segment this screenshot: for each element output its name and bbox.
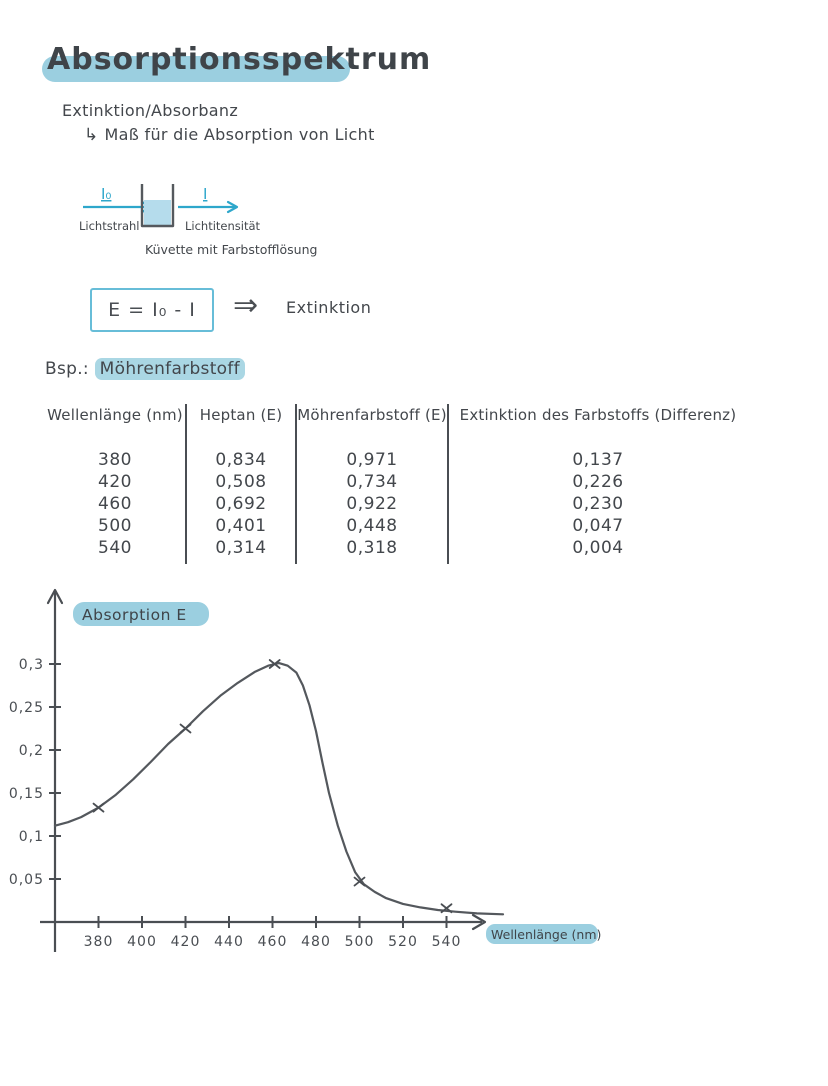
table-cell: 0,692 bbox=[215, 494, 267, 514]
x-tick-label: 480 bbox=[301, 934, 331, 950]
extinction-formula-box: E = I₀ - I bbox=[90, 288, 214, 332]
table-cell: 420 bbox=[98, 472, 132, 492]
y-tick-label: 0,15 bbox=[8, 786, 44, 802]
light-beam-out-arrow bbox=[178, 202, 237, 212]
table-cell: 0,137 bbox=[572, 450, 624, 470]
table-cell: 0,230 bbox=[572, 494, 624, 514]
table-cell: 380 bbox=[98, 450, 132, 470]
subtitle-definition-text: Maß für die Absorption von Licht bbox=[104, 125, 375, 144]
x-tick-label: 420 bbox=[170, 934, 201, 950]
x-tick-label: 500 bbox=[344, 934, 375, 950]
subtitle-term: Extinktion/Absorbanz bbox=[62, 101, 239, 120]
x-tick-label: 520 bbox=[388, 934, 418, 950]
table-cell: 0,922 bbox=[346, 494, 398, 514]
x-tick-label: 460 bbox=[257, 934, 288, 950]
example-prefix: Bsp.: bbox=[45, 359, 89, 379]
table-header: Wellenlänge (nm) bbox=[47, 406, 183, 424]
page-title: Absorptionsspektrum bbox=[47, 42, 432, 77]
table-column bbox=[295, 404, 447, 564]
intensity-in-label: I₀ bbox=[101, 185, 112, 203]
data-point-marker bbox=[94, 804, 104, 812]
light-beam-label: Lichtstrahl bbox=[79, 219, 140, 233]
table-cell: 0,448 bbox=[346, 516, 398, 536]
intensity-out-label: I bbox=[203, 185, 208, 203]
x-tick-label: 400 bbox=[127, 934, 157, 950]
cuvette-caption: Küvette mit Farbstofflösung bbox=[145, 242, 318, 257]
table-cell: 0,401 bbox=[215, 516, 267, 536]
table-column bbox=[45, 404, 185, 564]
table-cell: 0,004 bbox=[572, 538, 624, 558]
example-highlight: Möhrenfarbstoff bbox=[95, 358, 245, 380]
data-point-marker bbox=[181, 725, 191, 733]
cuvette-diagram bbox=[75, 178, 355, 264]
table-cell: 540 bbox=[98, 538, 132, 558]
x-axis-label: Wellenlänge (nm) bbox=[491, 927, 602, 942]
y-tick-label: 0,1 bbox=[18, 829, 44, 845]
table-cell: 500 bbox=[98, 516, 132, 536]
table-cell: 460 bbox=[98, 494, 132, 514]
table-column bbox=[185, 404, 295, 564]
y-tick-label: 0,05 bbox=[8, 872, 44, 888]
table-cell: 0,318 bbox=[346, 538, 398, 558]
y-tick-label: 0,3 bbox=[18, 657, 44, 673]
table-header: Extinktion des Farbstoffs (Differenz) bbox=[459, 406, 737, 424]
table-cell: 0,834 bbox=[215, 450, 267, 470]
formula-result-label: Extinktion bbox=[286, 298, 372, 317]
x-tick-label: 540 bbox=[431, 934, 462, 950]
table-cell: 0,508 bbox=[215, 472, 267, 492]
measurement-table bbox=[45, 404, 750, 564]
chart-title: Absorption E bbox=[82, 606, 187, 624]
cuvette-liquid bbox=[144, 200, 171, 225]
y-tick-label: 0,25 bbox=[8, 700, 44, 716]
absorption-chart bbox=[0, 578, 640, 968]
table-header: Möhrenfarbstoff (E) bbox=[297, 406, 447, 424]
y-tick-label: 0,2 bbox=[18, 743, 44, 759]
implies-arrow-icon: ⇒ bbox=[233, 288, 259, 323]
light-intensity-label: Lichtitensität bbox=[185, 219, 261, 233]
table-column bbox=[447, 404, 747, 564]
x-tick-label: 380 bbox=[83, 934, 114, 950]
example-line bbox=[45, 359, 245, 379]
hook-arrow-icon: ↳ bbox=[84, 125, 99, 145]
table-cell: 0,314 bbox=[215, 538, 267, 558]
table-header: Heptan (E) bbox=[199, 406, 283, 424]
table-cell: 0,734 bbox=[346, 472, 398, 492]
x-tick-label: 440 bbox=[214, 934, 244, 950]
table-cell: 0,971 bbox=[346, 450, 398, 470]
subtitle-definition bbox=[84, 125, 375, 145]
absorption-curve bbox=[55, 663, 503, 914]
table-cell: 0,226 bbox=[572, 472, 624, 492]
table-cell: 0,047 bbox=[572, 516, 624, 536]
